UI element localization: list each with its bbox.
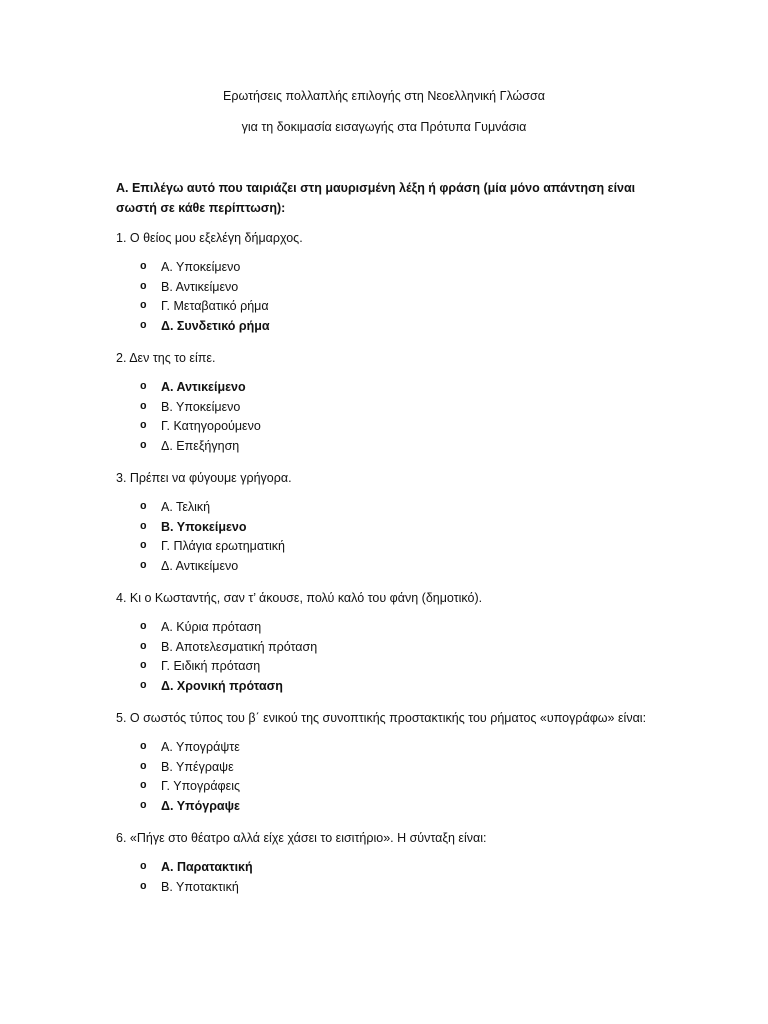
option-list bbox=[116, 378, 656, 456]
option-label: Α. Τελική bbox=[161, 500, 211, 514]
document-subtitle: για τη δοκιμασία εισαγωγής στα Πρότυπα Γυμνάσια bbox=[241, 120, 527, 134]
option-item bbox=[116, 437, 656, 457]
bullet-icon: o bbox=[140, 880, 147, 893]
option-item bbox=[116, 677, 656, 697]
question-block bbox=[116, 468, 656, 576]
bullet-icon: o bbox=[140, 861, 147, 873]
option-label: Δ. Αντικείμενο bbox=[161, 558, 239, 573]
option-label: Α. Υποκείμενο bbox=[161, 260, 241, 274]
question-text: 2. Δεν της το είπε. bbox=[116, 351, 216, 365]
option-label: Α. Κύρια πρόταση bbox=[161, 620, 262, 634]
bullet-icon: o bbox=[140, 400, 147, 413]
option-label: Β. Υπέγραψε bbox=[161, 759, 234, 774]
option-list bbox=[116, 738, 656, 816]
bullet-icon: o bbox=[140, 559, 147, 572]
option-label: Δ. Χρονική πρόταση bbox=[161, 678, 283, 693]
bullet-icon: o bbox=[140, 420, 147, 432]
bullet-icon: o bbox=[140, 799, 147, 812]
question-block bbox=[116, 708, 656, 816]
option-item bbox=[116, 657, 656, 677]
bullet-icon: o bbox=[140, 640, 147, 653]
option-item bbox=[116, 537, 656, 557]
option-label: Α. Αντικείμενο bbox=[161, 380, 246, 394]
bullet-icon: o bbox=[140, 780, 147, 792]
option-label: Α. Παρατακτική bbox=[161, 860, 253, 874]
option-list bbox=[116, 258, 656, 336]
bullet-icon: o bbox=[140, 741, 147, 753]
option-label: Β. Υποκείμενο bbox=[161, 519, 247, 534]
option-item bbox=[116, 297, 656, 317]
bullet-icon: o bbox=[140, 501, 147, 513]
option-item bbox=[116, 797, 656, 817]
option-label: Β. Υποτακτική bbox=[161, 879, 239, 894]
option-label: Α. Υπογράψτε bbox=[161, 740, 240, 754]
question-block bbox=[116, 228, 656, 336]
option-item bbox=[116, 378, 656, 398]
option-item bbox=[116, 557, 656, 577]
option-label: Γ. Ειδική πρόταση bbox=[161, 659, 261, 673]
option-item bbox=[116, 518, 656, 538]
bullet-icon: o bbox=[140, 660, 147, 672]
bullet-icon: o bbox=[140, 300, 147, 312]
bullet-icon: o bbox=[140, 621, 147, 633]
question-text: 4. Κι ο Κωσταντής, σαν τ’ άκουσε, πολύ καλό του φάνη (δημοτικό). bbox=[116, 591, 483, 605]
option-item bbox=[116, 638, 656, 658]
option-item bbox=[116, 258, 656, 278]
option-label: Γ. Υπογράφεις bbox=[161, 779, 241, 793]
bullet-icon: o bbox=[140, 381, 147, 393]
question-block bbox=[116, 828, 656, 897]
question-block bbox=[116, 588, 656, 696]
option-item bbox=[116, 417, 656, 437]
question-text: 3. Πρέπει να φύγουμε γρήγορα. bbox=[116, 471, 292, 485]
option-list bbox=[116, 618, 656, 696]
document-title: Ερωτήσεις πολλαπλής επιλογής στη Νεοελληνική Γλώσσα bbox=[223, 89, 545, 103]
section-instruction: Α. Επιλέγω αυτό που ταιριάζει στη μαυρισμένη λέξη ή φράση (μία μόνο απάντηση είναι σωστή σε κάθε περίπτωση): bbox=[116, 181, 636, 215]
option-label: Γ. Μεταβατικό ρήμα bbox=[161, 299, 269, 313]
question-text: 6. «Πήγε στο θέατρο αλλά είχε χάσει το εισιτήριο». Η σύνταξη είναι: bbox=[116, 831, 487, 845]
document-body bbox=[116, 178, 656, 909]
bullet-icon: o bbox=[140, 520, 147, 533]
option-item bbox=[116, 317, 656, 337]
option-label: Γ. Πλάγια ερωτηματική bbox=[161, 539, 285, 553]
option-list bbox=[116, 498, 656, 576]
option-item bbox=[116, 498, 656, 518]
bullet-icon: o bbox=[140, 760, 147, 773]
option-item bbox=[116, 878, 656, 898]
option-label: Δ. Υπόγραψε bbox=[161, 798, 240, 813]
bullet-icon: o bbox=[140, 540, 147, 552]
question-block bbox=[116, 348, 656, 456]
option-item bbox=[116, 738, 656, 758]
option-item bbox=[116, 777, 656, 797]
option-label: Δ. Συνδετικό ρήμα bbox=[161, 318, 270, 333]
option-item bbox=[116, 858, 656, 878]
bullet-icon: o bbox=[140, 261, 147, 273]
question-text: 1. Ο θείος μου εξελέγη δήμαρχος. bbox=[116, 231, 303, 245]
option-list bbox=[116, 858, 656, 897]
option-item bbox=[116, 618, 656, 638]
option-label: Γ. Κατηγορούμενο bbox=[161, 419, 261, 433]
option-label: Β. Υποκείμενο bbox=[161, 399, 241, 414]
bullet-icon: o bbox=[140, 280, 147, 293]
option-label: Β. Αποτελεσματική πρόταση bbox=[161, 639, 318, 654]
option-label: Β. Αντικείμενο bbox=[161, 279, 239, 294]
question-text: 5. Ο σωστός τύπος του β΄ ενικού της συνοπτικής προστακτικής του ρήματος «υπογράφω» είναι: bbox=[116, 711, 647, 725]
option-item bbox=[116, 278, 656, 298]
bullet-icon: o bbox=[140, 679, 147, 692]
bullet-icon: o bbox=[140, 319, 147, 332]
option-item bbox=[116, 758, 656, 778]
option-item bbox=[116, 398, 656, 418]
bullet-icon: o bbox=[140, 439, 147, 452]
option-label: Δ. Επεξήγηση bbox=[161, 438, 240, 453]
